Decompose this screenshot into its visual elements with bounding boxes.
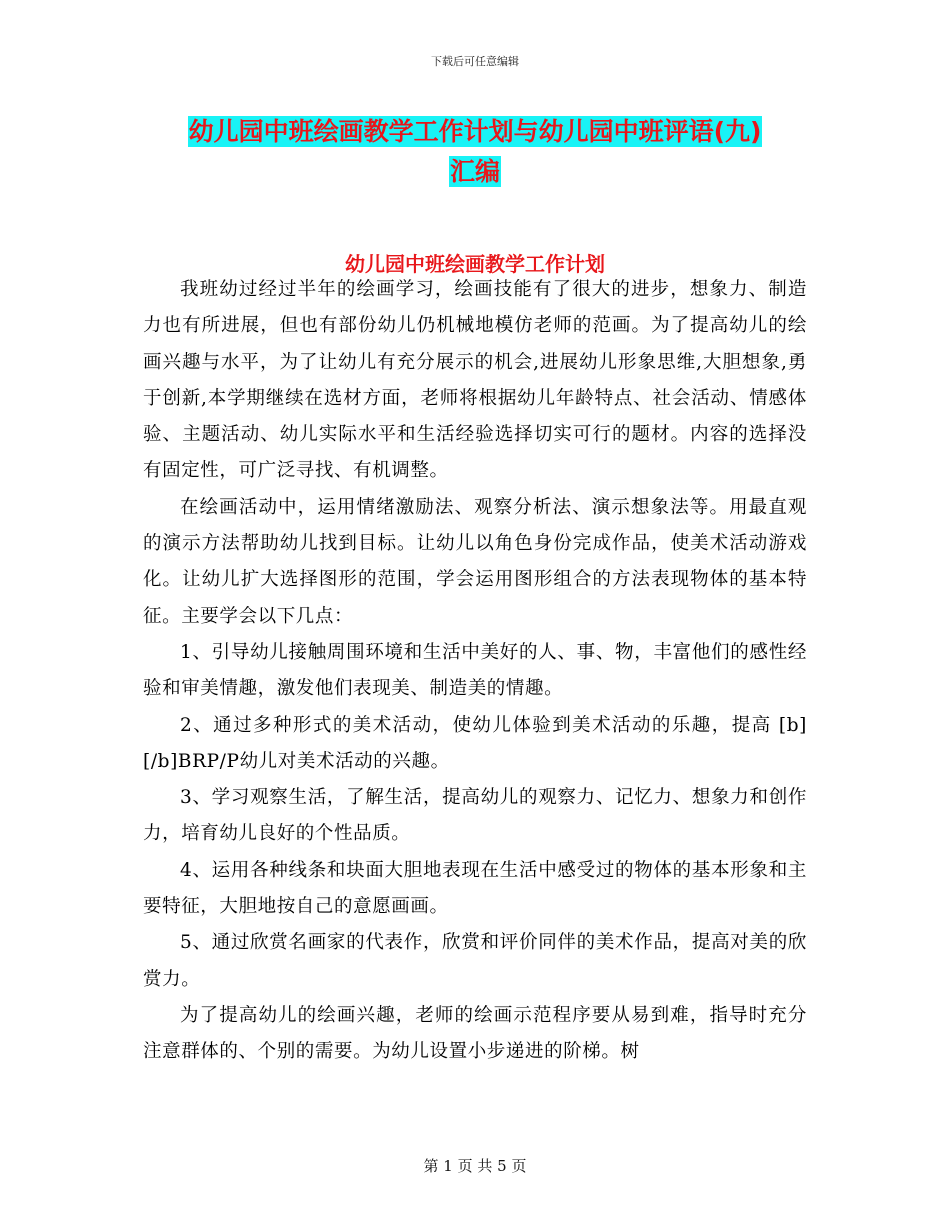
paragraph: 在绘画活动中，运用情绪激励法、观察分析法、演示想象法等。用最直观的演示方法帮助幼儿找到目标。让幼儿以角色身份完成作品，使美术活动游戏化。让幼儿扩大选择图形的范围，学会运用图形组合的方法表现物体的基本特征。主要学会以下几点： xyxy=(143,496,807,627)
section-title: 幼儿园中班绘画教学工作计划 xyxy=(345,252,605,276)
title-highlight: 汇编 xyxy=(449,157,500,186)
paragraph: 4、运用各种线条和块面大胆地表现在生活中感受过的物体的基本形象和主要特征，大胆地按自己的意愿画画。 xyxy=(143,859,807,918)
document-title-line-2 xyxy=(0,156,950,188)
paragraph: 我班幼过经过半年的绘画学习，绘画技能有了很大的进步，想象力、制造力也有所进展，但也有部份幼儿仍机械地模仿老师的范画。为了提高幼儿的绘画兴趣与水平，为了让幼儿有充分展示的机会,进展幼儿形象思维,大胆想象,勇于创新,本学期继续在选材方面，老师将根据幼儿年龄特点、社会活动、情感体验、主题活动、幼儿实际水平和生活经验选择切实可行的题材。内容的选择没有固定性，可广泛寻找、有机调整。 xyxy=(143,279,807,482)
document-title-line-1 xyxy=(0,116,950,148)
body-text xyxy=(143,272,807,1071)
page-footer: 第 1 页 共 5 页 xyxy=(423,1157,527,1175)
paragraph: 为了提高幼儿的绘画兴趣，老师的绘画示范程序要从易到难，指导时充分注意群体的、个别的需要。为幼儿设置小步递进的阶梯。树 xyxy=(143,1004,807,1063)
paragraph: 2、通过多种形式的美术活动，使幼儿体验到美术活动的乐趣，提高 [b][/b]BRP/P幼儿对美术活动的兴趣。 xyxy=(143,714,807,772)
title-highlight: 幼儿园中班绘画教学工作计划与幼儿园中班评语(九) xyxy=(188,117,762,146)
paragraph: 1、引导幼儿接触周围环境和生活中美好的人、事、物，丰富他们的感性经验和审美情趣，激发他们表现美、制造美的情趣。 xyxy=(143,641,807,700)
paragraph: 3、学习观察生活，了解生活，提高幼儿的观察力、记忆力、想象力和创作力，培育幼儿良好的个性品质。 xyxy=(143,787,807,845)
header-note: 下载后可任意编辑 xyxy=(431,55,519,68)
paragraph: 5、通过欣赏名画家的代表作，欣赏和评价同伴的美术作品，提高对美的欣赏力。 xyxy=(143,932,807,990)
